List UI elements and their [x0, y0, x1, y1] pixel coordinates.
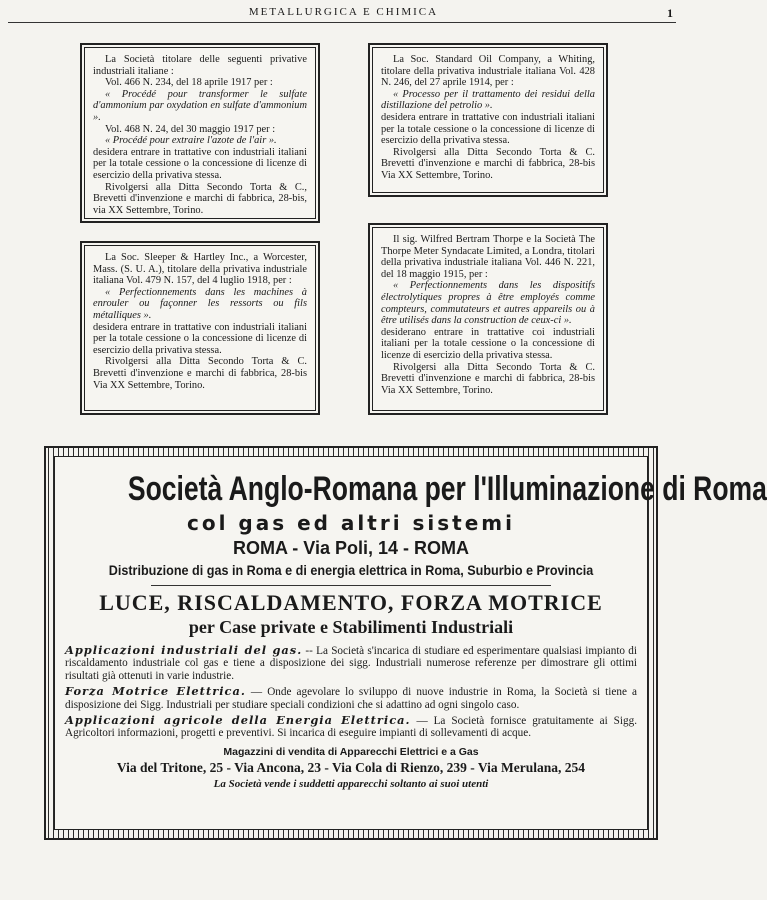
paragraph-text: — Onde agevolare lo sviluppo di nuove industrie in Roma, la Società si tiene a disposizione dei Sigg. Industriali per studiare speciali condizioni che si adattino ad ogni singolo caso. [65, 686, 637, 711]
advert-subheadline: per Case private e Stabilimenti Industriali [188, 617, 514, 637]
notice-contact: Rivolgersi alla Ditta Secondo Torta & C. Brevetti d'invenzione e marchi di fabbrica, 28-bis Via XX Settembre, Torino. [381, 146, 595, 181]
paragraph-text: — La Società fornisce gratuitamente ai Sigg. Agricoltori informazioni, progetti e preventivi. Si incarica di eseguire impianti di sollevamenti di acque. [65, 715, 637, 740]
running-header: METALLURGICA E CHIMICA [248, 6, 439, 18]
notice-contact: Rivolgersi alla Ditta Secondo Torta & C. Brevetti d'invenzione e marchi di fabbrica, 28-bis Via XX Settembre, Torino. [381, 361, 595, 396]
advert-shop-addresses: Via del Tritone, 25 - Via Ancona, 23 - Via Cola di Rienzo, 239 - Via Merulana, 254 [116, 759, 586, 775]
advert-distribution: Distribuzione di gas in Roma e di energia elettrica in Roma, Suburbio e Provincia [108, 562, 594, 578]
patent-notice-2 [368, 43, 608, 197]
advert-title: Società Anglo-Romana per l'Illuminazione di Roma [127, 470, 767, 508]
notice-quote: « Procédé pour extraire l'azote de l'air ». [105, 135, 277, 147]
advert-footer: La Società vende i suddetti apparecchi soltanto ai suoi utenti [213, 777, 489, 790]
advert-paragraph-gas [65, 644, 637, 682]
notice-text: La Soc. Standard Oil Company, a Whiting, titolare della privativa industriale italiana Vol. 428 N. 246, del 27 aprile 1914, per : [381, 54, 595, 89]
notice-text: desidera entrare in trattative con industriali italiani per la totale cessione o la concessione di licenze di esercizio della privativa stessa. [93, 321, 307, 356]
notice-text: Vol. 466 N. 234, del 18 aprile 1917 per : [105, 77, 273, 89]
advert-paragraph-agricole [65, 714, 637, 740]
paragraph-lead: Applicazioni agricole della Energia Elettrica. [65, 713, 411, 728]
notice-text: Vol. 468 N. 24, del 30 maggio 1917 per : [105, 123, 276, 135]
paragraph-lead: Applicazioni industriali del gas. [65, 643, 303, 657]
advertisement-frame [44, 446, 767, 840]
patent-notice-4 [368, 223, 608, 415]
page-number: 1 [667, 6, 673, 20]
notice-text: La Società titolare delle seguenti privative industriali italiane : [93, 54, 307, 77]
notice-text: desidera entrare in trattative con industriali italiani per la totale cessione o la concessione di licenze di esercizio della privativa stessa. [93, 146, 307, 181]
advert-subtitle: col gas ed altri sistemi [186, 511, 515, 535]
advert-shops-heading: Magazzini di vendita di Apparecchi Elettrici e a Gas [223, 745, 479, 758]
divider [151, 585, 551, 586]
notice-quote: « Perfectionnements dans les dispositifs électrolytiques propres à être employés comme compteurs, commutateurs et autres appareils ou à être utilisés dans la construction de ceux-ci ». [381, 280, 595, 327]
notice-contact: Rivolgersi alla Ditta Secondo Torta & C. Brevetti d'invenzione e marchi di fabbrica, 28-bis Via XX Settembre, Torino. [93, 356, 307, 391]
patent-notice-1 [80, 43, 320, 223]
advert-headline: LUCE, RISCALDAMENTO, FORZA MOTRICE [99, 590, 603, 615]
notice-text: desidera entrare in trattative con industriali italiani per la totale cessione o la concessione di licenze di esercizio della privativa stessa. [381, 111, 595, 147]
advert-address: ROMA - Via Poli, 14 - ROMA [232, 538, 470, 558]
notice-contact: Rivolgersi alla Ditta Secondo Torta & C., Brevetti d'invenzione e marchi di fabbrica, 28-bis, via XX Settembre, Torino. [93, 181, 307, 216]
advert-paragraph-forza [65, 685, 637, 711]
notice-quote: « Processo per il trattamento dei residui della distillazione del petrolio ». [381, 88, 595, 112]
notice-text: La Soc. Sleeper & Hartley Inc., a Worcester, Mass. (S. U. A.), titolare della privativa industriale italiana Vol. 479 N. 157, del 4 luglio 1918, per : [93, 252, 307, 287]
notice-quote: « Perfectionnements dans les machines à enrouler ou façonner les ressorts ou fils métalliques ». [93, 286, 307, 321]
paragraph-text: -- La Società s'incarica di studiare ed esperimentare qualsiasi impianto di riscaldamento industriale col gas e tiene a disposizione dei sigg. Industriali numerose referenze per dimostrare gli ottimi risultati già ottenuti in varie industrie. [65, 645, 637, 682]
notice-quote: « Procédé pour transformer le sulfate d'ammonium par oxydation en sulfate d'ammonium ». [93, 88, 307, 123]
patent-notice-3 [80, 241, 320, 415]
paragraph-lead: Forza Motrice Elettrica. [65, 684, 246, 699]
header-rule [8, 22, 676, 23]
advertisement-body [54, 456, 767, 830]
notice-text: Il sig. Wilfred Bertram Thorpe e la Società The Thorpe Meter Syndacate Limited, a Londra, titolari della privativa industriale italiana Vol. 446 N. 221, del 18 maggio 1915, per : [381, 234, 595, 280]
notice-text: desiderano entrare in trattative coi industriali italiani per la totale cessione o la concessione di licenze di esercizio della privativa stessa. [381, 326, 595, 361]
